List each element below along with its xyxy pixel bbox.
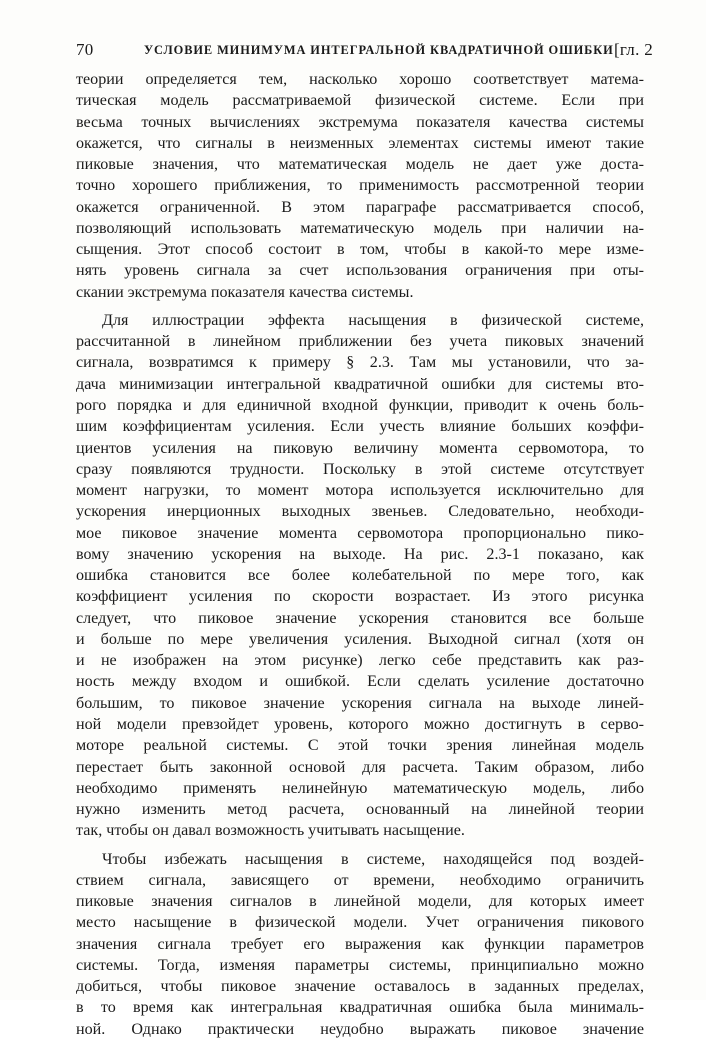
body-text bbox=[76, 69, 644, 1040]
text-line: пиковые значения сигналов в линейной модели, для которых имеет bbox=[76, 893, 644, 911]
text-line: перестает быть законной основой для расчета. Таким образом, либо bbox=[76, 758, 644, 776]
page-header bbox=[76, 40, 653, 62]
text-line: дача минимизации интегральной квадратичной ошибки для системы вто- bbox=[76, 375, 644, 393]
page-number: 70 bbox=[76, 40, 94, 59]
running-title: УСЛОВИЕ МИНИМУМА ИНТЕГРАЛЬНОЙ КВАДРАТИЧНОЙ ОШИБКИ bbox=[144, 43, 614, 57]
text-line: момент нагрузки, то момент мотора используется исключительно для bbox=[76, 482, 644, 500]
text-line: коэффициент усиления по скорости возрастает. Из этого рисунка bbox=[76, 588, 644, 606]
text-line: точно хорошего приближения, то применимость рассмотренной теории bbox=[76, 177, 644, 195]
text-line: сигнала, возвратимся к примеру § 2.3. Там мы установили, что за- bbox=[76, 354, 644, 372]
text-line: ствием сигнала, зависящего от времени, необходимо ограничить bbox=[76, 871, 644, 889]
text-line: значения сигнала требует его выражения как функции параметров bbox=[76, 935, 644, 953]
paragraph-1 bbox=[76, 69, 644, 303]
paragraph-2 bbox=[76, 310, 644, 842]
text-line: большим, то пиковое значение ускорения сигнала на выходе линей- bbox=[76, 694, 644, 712]
text-line: позволяющий использовать математическую модель при наличии на- bbox=[76, 219, 644, 237]
text-line: Для иллюстрации эффекта насыщения в физической системе, bbox=[102, 311, 644, 329]
text-line: нужно изменить метод расчета, основанный на линейной теории bbox=[76, 801, 644, 819]
text-line: шим коэффициентам усиления. Если учесть влияние больших коэффи- bbox=[76, 418, 644, 436]
text-line: окажется ограниченной. В этом параграфе рассматривается способ, bbox=[76, 198, 644, 216]
text-line: моторе реальной системы. С этой точки зрения линейная модель bbox=[76, 737, 644, 755]
text-line: рассчитанной в линейном приближении без учета пиковых значений bbox=[76, 333, 644, 351]
paragraph-3 bbox=[76, 849, 644, 1040]
text-line: в то время как интегральная квадратичная ошибка была минималь- bbox=[76, 999, 644, 1017]
text-line: сразу появляются трудности. Поскольку в этой системе отсутствует bbox=[76, 460, 644, 478]
text-line: вому значению ускорения на выходе. На рис. 2.3-1 показано, как bbox=[76, 545, 644, 563]
text-line: следует, что пиковое значение ускорения становится все больше bbox=[76, 609, 644, 627]
text-line: и не изображен на этом рисунке) легко себе представить как раз- bbox=[76, 652, 644, 670]
paragraph-gap bbox=[76, 303, 644, 310]
text-line: теории определяется тем, насколько хорошо соответствует матема- bbox=[76, 71, 644, 88]
text-line: системы. Тогда, изменяя параметры системы, принципиально можно bbox=[76, 956, 644, 974]
text-line: сыщения. Этот способ состоит в том, чтобы в какой-то мере изме- bbox=[76, 241, 644, 259]
text-line: ной. Однако практически неудобно выражать пиковое значение bbox=[76, 1020, 644, 1038]
chapter-reference: [гл. 2 bbox=[613, 40, 653, 59]
text-line: ность между входом и ошибкой. Если сделать усиление достаточно bbox=[76, 673, 644, 691]
text-line: окажется, что сигналы в неизменных элементах системы имеют такие bbox=[76, 134, 644, 152]
text-line: место насыщение в физической модели. Учет ограничения пикового bbox=[76, 914, 644, 932]
text-line: ошибка становится все более колебательной по мере того, как bbox=[76, 567, 644, 585]
text-line: нять уровень сигнала за счет использования ограничения при оты- bbox=[76, 262, 644, 280]
text-line: и больше по мере увеличения усиления. Выходной сигнал (хотя он bbox=[76, 630, 644, 648]
text-line: циентов усиления на пиковую величину момента сервомотора, то bbox=[76, 439, 644, 457]
text-line: скании экстремума показателя качества системы. bbox=[76, 283, 414, 301]
text-line: ной модели превзойдет уровень, которого можно достигнуть в серво- bbox=[76, 715, 644, 733]
text-line: пиковые значения, что математическая модель не дает уже доста- bbox=[76, 156, 644, 174]
text-line: так, чтобы он давал возможность учитывать насыщение. bbox=[76, 822, 465, 840]
text-line: необходимо применять нелинейную математическую модель, либо bbox=[76, 779, 644, 797]
text-line: весьма точных вычислениях экстремума показателя качества системы bbox=[76, 113, 644, 131]
text-line: Чтобы избежать насыщения в системе, находящейся под воздей- bbox=[102, 850, 644, 868]
text-line: тическая модель рассматриваемой физической системе. Если при bbox=[76, 92, 644, 110]
paragraph-gap bbox=[76, 842, 644, 849]
text-line: мое пиковое значение момента сервомотора пропорционально пико- bbox=[76, 524, 644, 542]
text-line: добиться, чтобы пиковое значение оставалось в заданных пределах, bbox=[76, 978, 644, 996]
text-line: рого порядка и для единичной входной функции, приводит к очень боль- bbox=[76, 396, 644, 414]
text-line: ускорения инерционных выходных звеньев. Следовательно, необходи- bbox=[76, 503, 644, 521]
